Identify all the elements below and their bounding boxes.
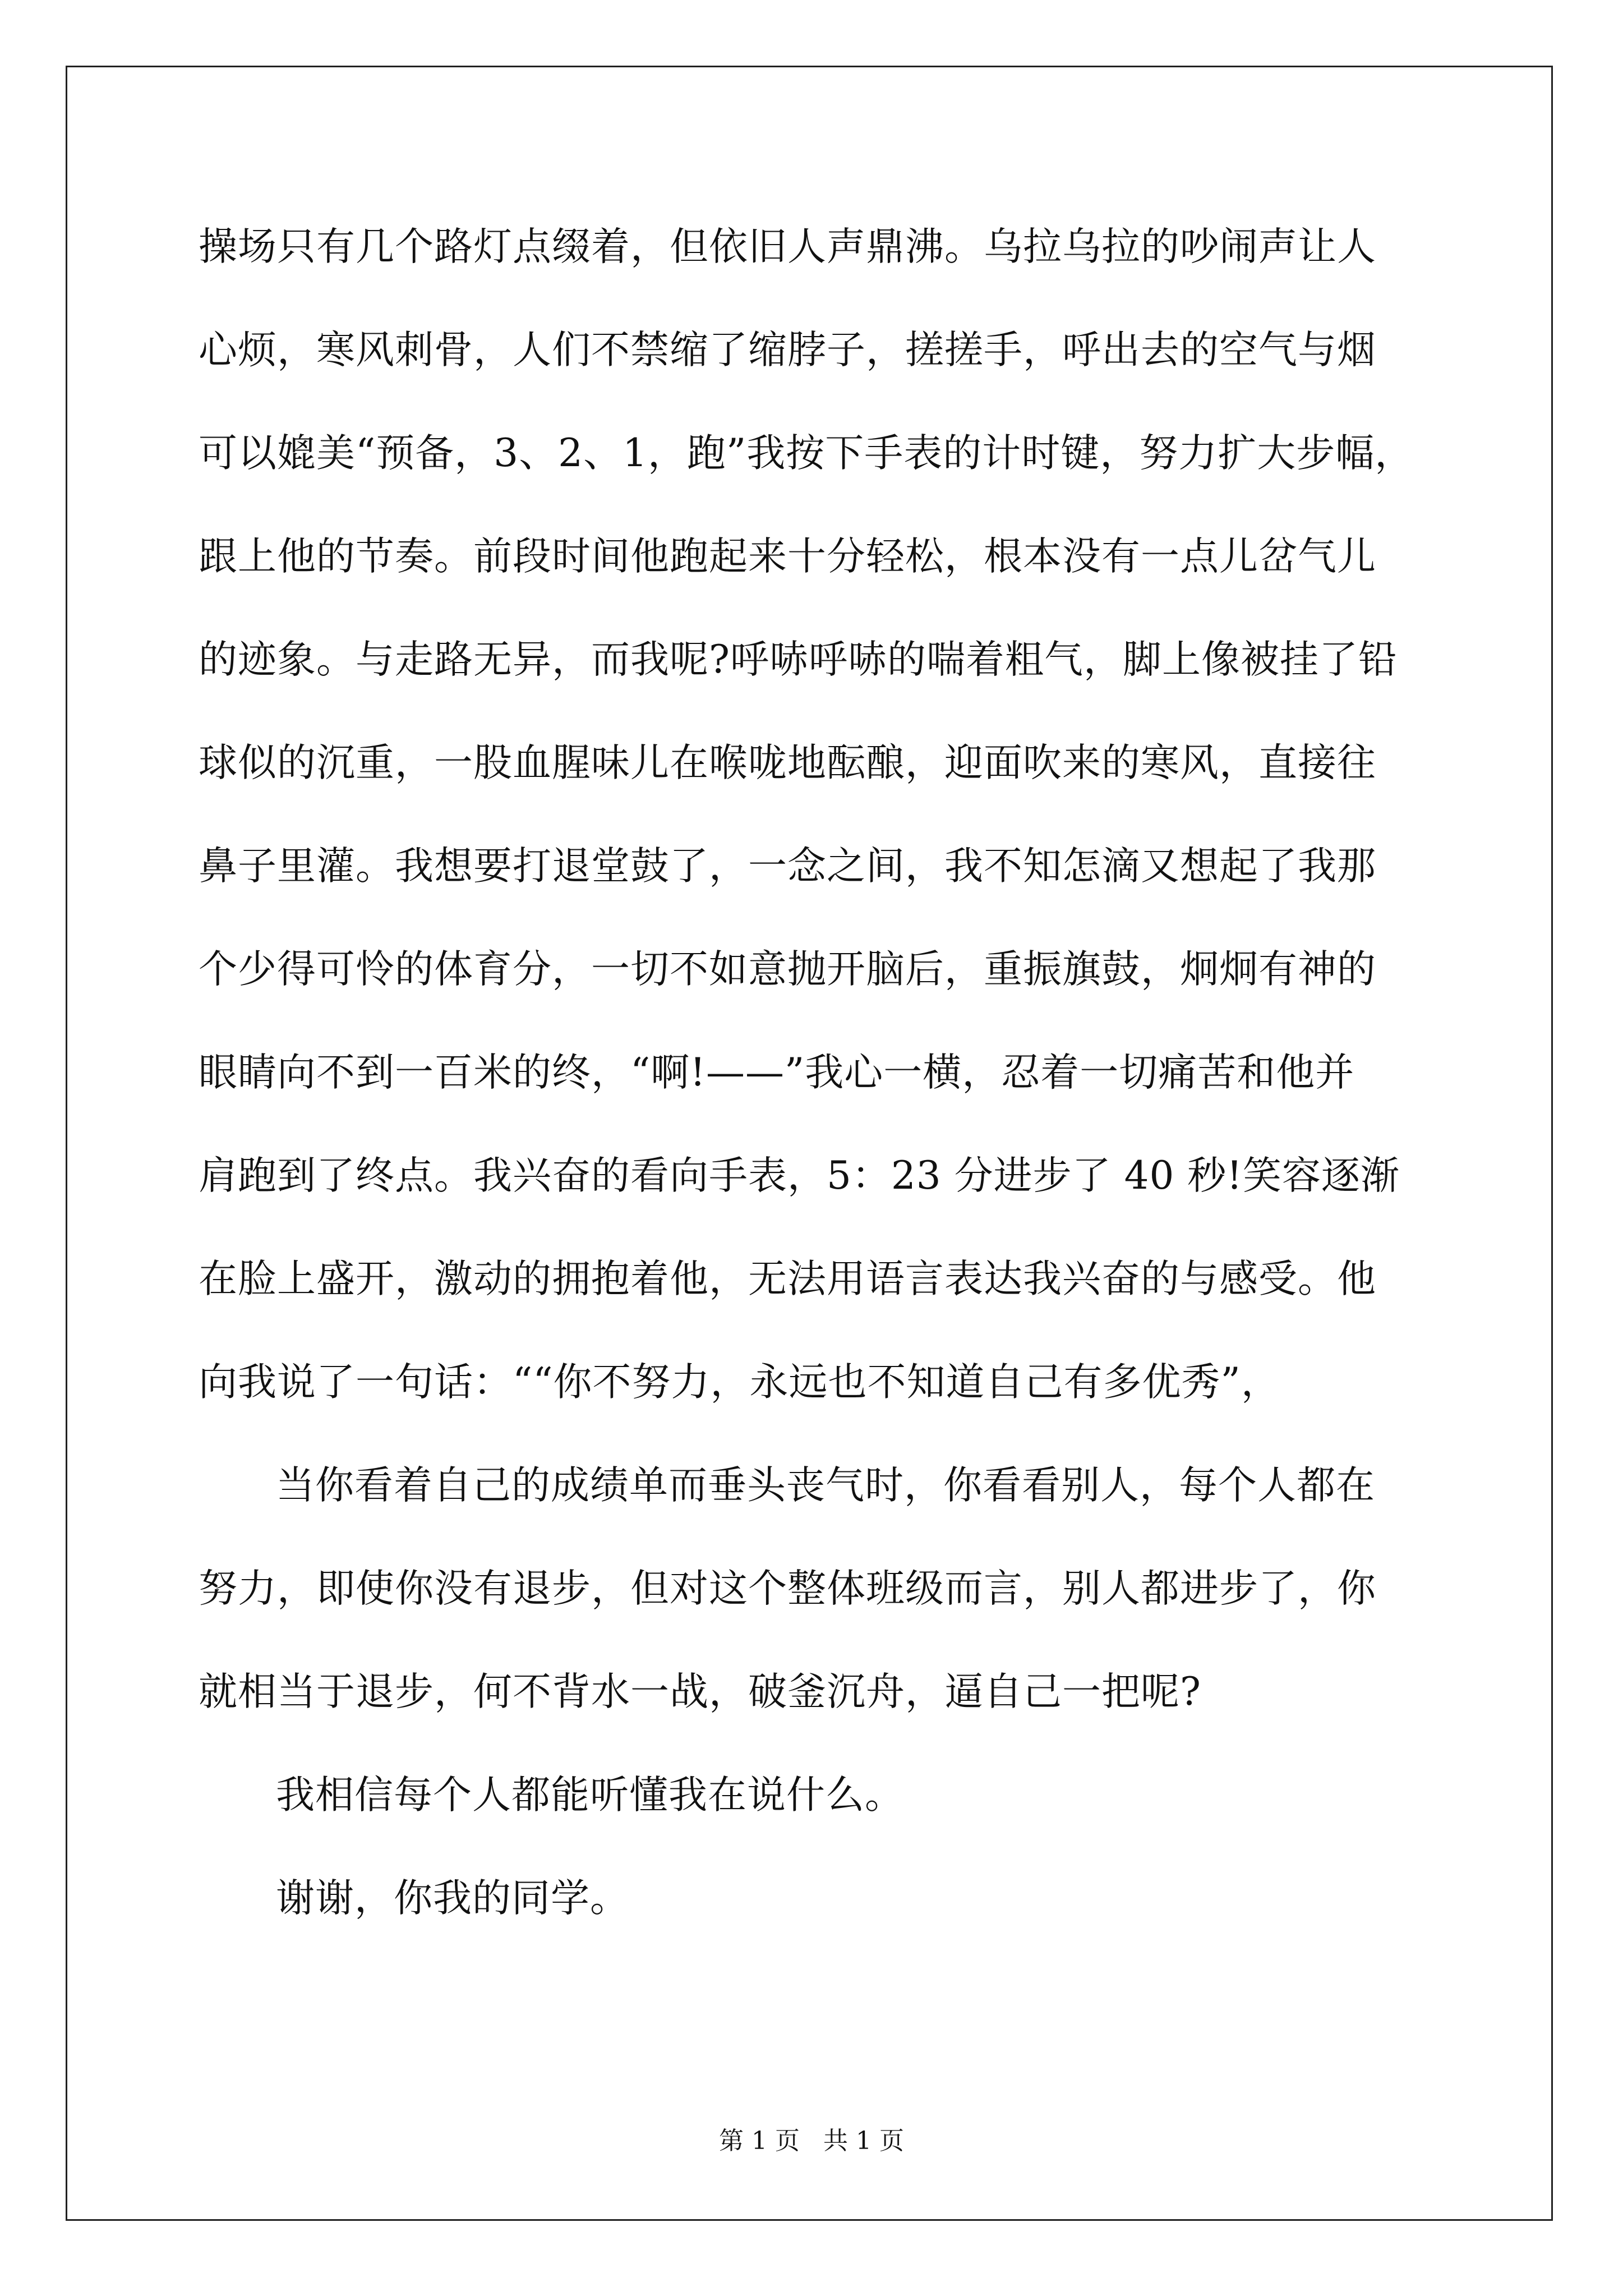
body-line-16: 我相信每个人都能听懂我在说什么。 [276, 1773, 904, 1818]
body-line-1: 操场只有几个路灯点缀着，但依旧人声鼎沸。乌拉乌拉的吵闹声让人 [199, 224, 1376, 269]
body-line-5: 的迹象。与走路无异，而我呢?呼哧呼哧的喘着粗气，脚上像被挂了铅 [199, 637, 1398, 682]
body-line-17: 谢谢，你我的同学。 [276, 1876, 629, 1921]
body-line-7: 鼻子里灌。我想要打退堂鼓了，一念之间，我不知怎滴又想起了我那 [199, 844, 1376, 889]
body-line-3: 可以媲美“预备，3、2、1，跑”我按下手表的计时键，努力扩大步幅， [199, 431, 1414, 476]
body-line-8: 个少得可怜的体育分，一切不如意抛开脑后，重振旗鼓，炯炯有神的 [199, 947, 1376, 992]
body-line-11: 在脸上盛开，激动的拥抱着他，无法用语言表达我兴奋的与感受。他 [199, 1257, 1376, 1301]
body-line-4: 跟上他的节奏。前段时间他跑起来十分轻松，根本没有一点儿岔气儿 [199, 534, 1376, 579]
body-line-10: 肩跑到了终点。我兴奋的看向手表，5：23 分进步了 40 秒!笑容逐渐 [199, 1153, 1400, 1198]
body-line-9: 眼睛向不到一百米的终，“啊!——”我心一横，忍着一切痛苦和他并 [199, 1050, 1355, 1095]
body-line-14: 努力，即使你没有退步，但对这个整体班级而言，别人都进步了，你 [199, 1566, 1376, 1611]
body-line-12: 向我说了一句话：““你不努力，永远也不知道自己有多优秀”， [199, 1360, 1280, 1405]
body-line-13: 当你看着自己的成绩单而垂头丧气时，你看看别人，每个人都在 [276, 1463, 1375, 1508]
page-footer: 第 1 页 共 1 页 [719, 2127, 904, 2155]
body-line-15: 就相当于退步，何不背水一战，破釜沉舟，逼自己一把呢? [199, 1669, 1201, 1714]
body-line-2: 心烦，寒风刺骨，人们不禁缩了缩脖子，搓搓手，呼出去的空气与烟 [199, 328, 1376, 372]
body-line-6: 球似的沉重，一股血腥味儿在喉咙地酝酿，迎面吹来的寒风，直接往 [199, 740, 1376, 785]
